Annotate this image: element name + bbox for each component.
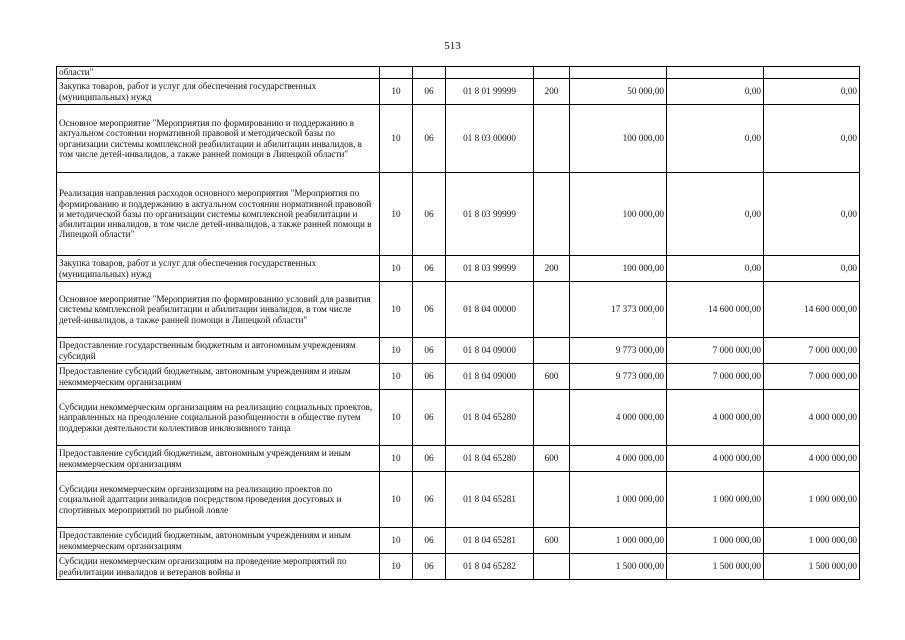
table-row [57, 446, 860, 472]
row-expense-type: 600 [534, 364, 570, 390]
row-amount-year-1: 4 000 000,00 [570, 446, 667, 472]
table-row [57, 79, 860, 105]
row-amount-year-2: 7 000 000,00 [667, 338, 764, 364]
row-subsection: 06 [413, 472, 446, 528]
row-section: 10 [380, 446, 413, 472]
row-description: Основное мероприятие "Мероприятия по формированию условий для развития системы комплексной реабилитации и абилитации инвалидов, в том числе детей-инвалидов, а также ранней помощи в Липецкой области" [57, 282, 380, 338]
row-target-code: 01 8 03 99999 [446, 256, 534, 282]
row-section: 10 [380, 105, 413, 173]
row-description: Предоставление субсидий бюджетным, автономным учреждениям и иным некоммерческим организациям [57, 364, 380, 390]
table-row [57, 472, 860, 528]
row-section: 10 [380, 173, 413, 256]
row-amount-year-1: 9 773 000,00 [570, 338, 667, 364]
row-amount-year-3: 14 600 000,00 [764, 282, 860, 338]
row-amount-year-1: 1 000 000,00 [570, 528, 667, 554]
table-row [57, 554, 860, 580]
row-description: Закупка товаров, работ и услуг для обеспечения государственных (муниципальных) нужд [57, 256, 380, 282]
row-expense-type: 600 [534, 446, 570, 472]
row-expense-type [534, 173, 570, 256]
row-amount-year-2 [667, 67, 764, 79]
row-description: Основное мероприятие "Мероприятия по формированию и поддержанию в актуальном состоянии нормативной правовой и методической базы по организации системы комплексной реабилитации и абилитации инвалидов, в том числе детей-инвалидов, а также ранней помощи в Липецкой области" [57, 105, 380, 173]
row-expense-type [534, 105, 570, 173]
row-amount-year-1: 100 000,00 [570, 173, 667, 256]
table-row [57, 338, 860, 364]
row-section: 10 [380, 79, 413, 105]
row-amount-year-1: 17 373 000,00 [570, 282, 667, 338]
table-row [57, 364, 860, 390]
row-amount-year-2: 0,00 [667, 79, 764, 105]
row-amount-year-3: 4 000 000,00 [764, 390, 860, 446]
row-target-code [446, 67, 534, 79]
row-expense-type [534, 338, 570, 364]
row-amount-year-3: 0,00 [764, 79, 860, 105]
row-expense-type [534, 390, 570, 446]
row-description: Закупка товаров, работ и услуг для обеспечения государственных (муниципальных) нужд [57, 79, 380, 105]
page-number: 513 [444, 40, 461, 52]
table-row [57, 528, 860, 554]
row-subsection: 06 [413, 173, 446, 256]
row-subsection: 06 [413, 79, 446, 105]
row-amount-year-3: 1 500 000,00 [764, 554, 860, 580]
row-section: 10 [380, 390, 413, 446]
row-description: Предоставление государственным бюджетным и автономным учреждениям субсидий [57, 338, 380, 364]
row-amount-year-3: 0,00 [764, 173, 860, 256]
row-amount-year-3: 0,00 [764, 256, 860, 282]
row-subsection: 06 [413, 528, 446, 554]
table-body [57, 67, 860, 580]
row-expense-type: 200 [534, 79, 570, 105]
row-amount-year-2: 4 000 000,00 [667, 390, 764, 446]
row-amount-year-3: 7 000 000,00 [764, 338, 860, 364]
table-row [57, 390, 860, 446]
row-expense-type: 600 [534, 528, 570, 554]
row-description: области" [57, 67, 380, 79]
row-description: Предоставление субсидий бюджетным, автономным учреждениям и иным некоммерческим организациям [57, 528, 380, 554]
row-subsection: 06 [413, 105, 446, 173]
row-target-code: 01 8 03 99999 [446, 173, 534, 256]
row-section: 10 [380, 338, 413, 364]
row-section: 10 [380, 472, 413, 528]
row-amount-year-3: 4 000 000,00 [764, 446, 860, 472]
row-subsection: 06 [413, 446, 446, 472]
row-amount-year-3 [764, 67, 860, 79]
row-amount-year-1: 9 773 000,00 [570, 364, 667, 390]
row-amount-year-3: 1 000 000,00 [764, 528, 860, 554]
row-section: 10 [380, 282, 413, 338]
row-amount-year-1: 1 500 000,00 [570, 554, 667, 580]
row-section: 10 [380, 364, 413, 390]
row-description: Реализация направления расходов основного мероприятия "Мероприятия по формированию и поддержанию в актуальном состоянии нормативной правовой и методической базы по организации системы комплексной реабилитации и абилитации инвалидов, в том числе детей-инвалидов, а также ранней помощи в Липецкой области" [57, 173, 380, 256]
row-amount-year-2: 4 000 000,00 [667, 446, 764, 472]
row-amount-year-1: 1 000 000,00 [570, 472, 667, 528]
row-amount-year-3: 7 000 000,00 [764, 364, 860, 390]
row-subsection [413, 67, 446, 79]
row-amount-year-2: 1 500 000,00 [667, 554, 764, 580]
row-amount-year-1: 4 000 000,00 [570, 390, 667, 446]
row-target-code: 01 8 04 09000 [446, 364, 534, 390]
row-subsection: 06 [413, 554, 446, 580]
row-amount-year-3: 1 000 000,00 [764, 472, 860, 528]
row-target-code: 01 8 03 00000 [446, 105, 534, 173]
budget-table [56, 66, 860, 580]
row-amount-year-1 [570, 67, 667, 79]
row-amount-year-1: 50 000,00 [570, 79, 667, 105]
row-subsection: 06 [413, 390, 446, 446]
row-amount-year-2: 1 000 000,00 [667, 528, 764, 554]
table-row [57, 256, 860, 282]
row-amount-year-2: 1 000 000,00 [667, 472, 764, 528]
row-amount-year-2: 14 600 000,00 [667, 282, 764, 338]
row-section: 10 [380, 528, 413, 554]
table-row [57, 67, 860, 79]
row-expense-type [534, 472, 570, 528]
row-description: Предоставление субсидий бюджетным, автономным учреждениям и иным некоммерческим организациям [57, 446, 380, 472]
row-amount-year-2: 0,00 [667, 173, 764, 256]
row-subsection: 06 [413, 338, 446, 364]
row-amount-year-1: 100 000,00 [570, 105, 667, 173]
row-description: Субсидии некоммерческим организациям на реализацию проектов по социальной адаптации инвалидов посредством проведения досуговых и спортивных мероприятий по рыбной ловле [57, 472, 380, 528]
row-target-code: 01 8 04 00000 [446, 282, 534, 338]
row-target-code: 01 8 04 65281 [446, 472, 534, 528]
row-subsection: 06 [413, 364, 446, 390]
row-target-code: 01 8 04 65280 [446, 446, 534, 472]
row-section: 10 [380, 256, 413, 282]
row-target-code: 01 8 01 99999 [446, 79, 534, 105]
row-expense-type: 200 [534, 256, 570, 282]
row-amount-year-2: 0,00 [667, 105, 764, 173]
row-target-code: 01 8 04 65281 [446, 528, 534, 554]
row-target-code: 01 8 04 09000 [446, 338, 534, 364]
row-amount-year-3: 0,00 [764, 105, 860, 173]
table-row [57, 173, 860, 256]
row-target-code: 01 8 04 65282 [446, 554, 534, 580]
row-expense-type [534, 282, 570, 338]
row-amount-year-2: 0,00 [667, 256, 764, 282]
row-target-code: 01 8 04 65280 [446, 390, 534, 446]
row-expense-type [534, 67, 570, 79]
row-expense-type [534, 554, 570, 580]
row-description: Субсидии некоммерческим организациям на реализацию социальных проектов, направленных на преодоление социальной разобщенности в обществе путем поддержки деятельности коллективов инклюзивного танца [57, 390, 380, 446]
row-amount-year-2: 7 000 000,00 [667, 364, 764, 390]
row-section [380, 67, 413, 79]
row-description: Субсидии некоммерческим организациям на проведение мероприятий по реабилитации инвалидов и ветеранов войны и [57, 554, 380, 580]
row-subsection: 06 [413, 282, 446, 338]
row-amount-year-1: 100 000,00 [570, 256, 667, 282]
table-row [57, 105, 860, 173]
row-section: 10 [380, 554, 413, 580]
table-row [57, 282, 860, 338]
row-subsection: 06 [413, 256, 446, 282]
